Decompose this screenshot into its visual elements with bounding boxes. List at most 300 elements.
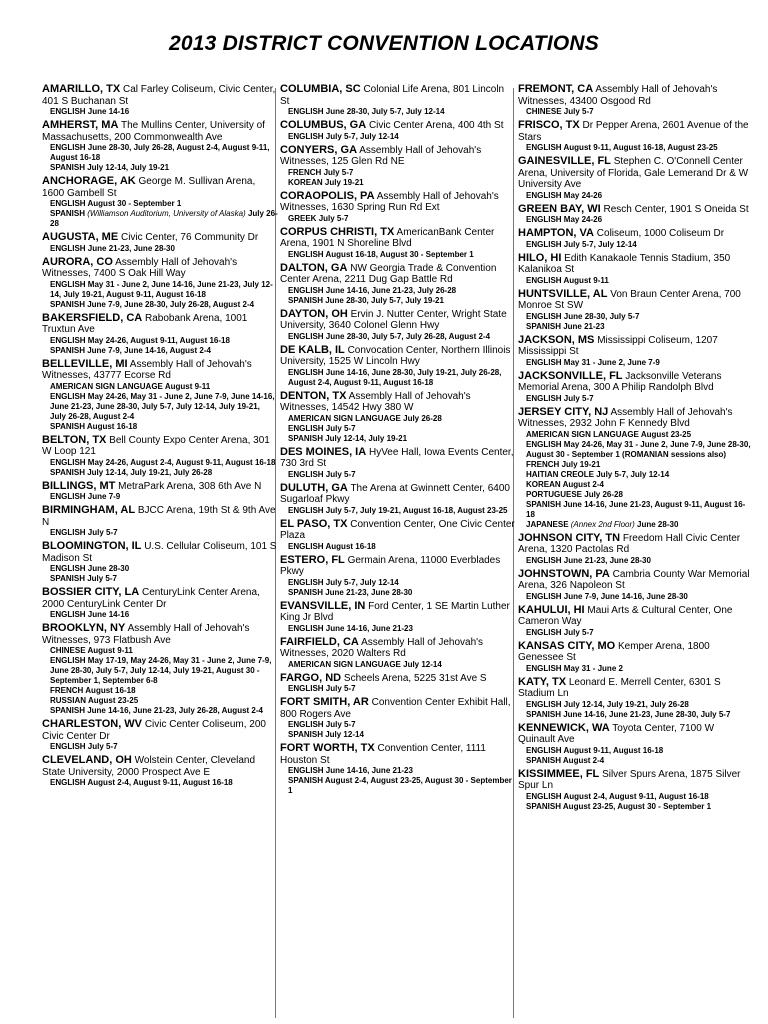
session-language: ENGLISH: [526, 393, 562, 403]
session-dates: August 16-18, August 30 - September 1: [325, 249, 474, 259]
entry-heading: [518, 335, 754, 358]
session-dates: June 28-30: [87, 564, 130, 573]
convention-entry: [280, 743, 516, 796]
venue-address: Scheels Arena, 5225 31st Ave S: [343, 672, 487, 684]
venue-address: Kemper Arena, 1800 Genessee St: [518, 640, 710, 663]
session-dates: June 7-9, June 14-16, August 2-4: [87, 345, 211, 355]
venue-address: Von Braun Center Arena, 700 Monroe St SW: [518, 288, 741, 311]
session-language: HAITIAN CREOLE: [526, 469, 594, 479]
session-language: AMERICAN SIGN LANGUAGE: [526, 429, 639, 439]
session-line: [42, 646, 278, 656]
session-language: PORTUGUESE: [526, 489, 583, 499]
session-dates: May 24-26: [563, 190, 603, 200]
session-dates: July 5-7: [325, 684, 356, 693]
city-name: JERSEY CITY, NJ: [518, 405, 609, 418]
session-line: [518, 700, 754, 710]
venue-address: Assembly Hall of Jehovah's Witnesses, 2932 John F Kennedy Blvd: [518, 406, 733, 429]
session-dates: June 7-9: [87, 492, 121, 501]
session-dates: July 26-28: [403, 413, 442, 423]
session-dates: June 21-23, June 28-30: [87, 243, 175, 253]
session-dates: May 24-26, August 9-11, August 16-18: [87, 335, 230, 345]
session-language: ENGLISH: [50, 391, 86, 401]
convention-entry: [280, 601, 516, 634]
entry-heading: [518, 156, 754, 191]
session-line: [280, 766, 516, 776]
venue-address: HyVee Hall, Iowa Events Center, 730 3rd St: [280, 446, 514, 469]
venue-address: Edith Kanakaole Tennis Stadium, 350 Kalanikoa St: [518, 252, 731, 275]
session-line: [280, 168, 516, 178]
venue-address: NW Georgia Trade & Convention Center Arena, 2211 Dug Gap Battle Rd: [280, 262, 497, 285]
convention-entry: [518, 204, 754, 226]
session-language: ENGLISH: [526, 699, 562, 709]
session-line: [518, 556, 754, 566]
session-language: ENGLISH: [526, 357, 562, 367]
entry-heading: [280, 697, 516, 720]
session-language: KOREAN: [288, 177, 323, 187]
session-dates: May 31 - June 2: [563, 663, 623, 673]
session-dates: June 28-30: [637, 519, 679, 529]
city-name: KAHULUI, HI: [518, 603, 585, 616]
session-language: ENGLISH: [288, 505, 324, 515]
city-name: DAYTON, OH: [280, 307, 348, 320]
session-language: SPANISH: [50, 345, 85, 355]
entry-heading: [280, 673, 516, 685]
session-line: [42, 610, 278, 620]
city-name: KENNEWICK, WA: [518, 721, 610, 734]
venue-address: Civic Center, 76 Community Dr: [120, 232, 259, 243]
convention-entry: [280, 483, 516, 516]
session-line: [518, 802, 754, 812]
session-line: [518, 440, 754, 460]
entry-heading: [42, 120, 278, 143]
session-line: [518, 490, 754, 500]
city-name: FRISCO, TX: [518, 119, 580, 131]
entry-heading: [518, 677, 754, 700]
convention-entry: [42, 587, 278, 620]
city-name: CORPUS CHRISTI, TX: [280, 225, 395, 238]
convention-entry: [42, 623, 278, 716]
session-line: [42, 143, 278, 163]
city-name: BELLEVILLE, MI: [42, 357, 128, 370]
session-language: ENGLISH: [50, 778, 86, 787]
convention-entry: [518, 253, 754, 286]
entry-heading: [518, 120, 754, 143]
entry-heading: [280, 263, 516, 286]
convention-entry: [42, 719, 278, 752]
session-line: [518, 107, 754, 117]
venue-address: Mississippi Coliseum, 1207 Mississippi St: [518, 334, 718, 357]
session-dates: July 5-7: [323, 167, 354, 177]
city-name: CONYERS, GA: [280, 143, 358, 156]
entry-heading: [518, 289, 754, 312]
session-line: [280, 578, 516, 588]
venue-address: The Mullins Center, University of Massachusetts, 200 Commonwealth Ave: [42, 120, 265, 143]
session-language: SPANISH: [50, 574, 85, 583]
entry-heading: [280, 743, 516, 766]
session-dates: June 14-16: [87, 107, 130, 116]
session-language: SPANISH: [288, 730, 323, 739]
entry-heading: [518, 533, 754, 556]
session-language: KOREAN: [526, 479, 561, 489]
session-language: SPANISH: [288, 776, 323, 785]
entry-heading: [518, 641, 754, 664]
entry-heading: [280, 309, 516, 332]
city-name: JOHNSTOWN, PA: [518, 567, 610, 580]
convention-entry: [280, 697, 516, 740]
session-language: ENGLISH: [288, 469, 324, 479]
session-dates: June 28-30, July 5-7, July 12-14: [325, 107, 445, 116]
session-line: [518, 520, 754, 530]
session-line: [280, 178, 516, 188]
session-line: [42, 209, 278, 229]
session-language: AMERICAN SIGN LANGUAGE: [288, 413, 401, 423]
convention-entry: [280, 309, 516, 342]
session-line: [42, 468, 278, 478]
entry-heading: [280, 519, 516, 542]
session-line: [280, 588, 516, 598]
entry-heading: [280, 601, 516, 624]
city-name: BELTON, TX: [42, 433, 107, 446]
entry-heading: [280, 145, 516, 168]
city-name: AURORA, CO: [42, 255, 113, 268]
session-line: [280, 506, 516, 516]
session-line: [42, 422, 278, 432]
city-name: BROOKLYN, NY: [42, 622, 126, 634]
venue-address: Assembly Hall of Jehovah's Witnesses, 43777 Ecorse Rd: [42, 358, 252, 381]
session-dates: July 12-14: [325, 730, 364, 739]
session-dates: August 2-4, August 9-11, August 16-18: [87, 778, 233, 787]
venue-address: Jacksonville Veterans Memorial Arena, 300 A Philip Randolph Blvd: [518, 370, 722, 393]
venue-address: Resch Center, 1901 S Oneida St: [603, 203, 749, 215]
convention-entry: [42, 755, 278, 788]
convention-entry: [518, 723, 754, 766]
session-dates: August 9-11: [87, 646, 133, 655]
venue-address: Coliseum, 1000 Coliseum Dr: [596, 228, 725, 239]
session-language: ENGLISH: [526, 239, 562, 249]
city-name: HUNTSVILLE, AL: [518, 287, 608, 300]
entry-heading: [518, 569, 754, 592]
venue-address: CenturyLink Center Arena, 2000 CenturyLink Center Dr: [42, 587, 260, 610]
venue-address: Colonial Life Arena, 801 Lincoln St: [280, 84, 505, 107]
city-name: DE KALB, IL: [280, 343, 345, 356]
session-line: [518, 312, 754, 322]
session-line: [42, 346, 278, 356]
session-language: SPANISH: [50, 163, 85, 172]
entry-heading: [280, 391, 516, 414]
session-language: ENGLISH: [526, 275, 562, 285]
session-line: [280, 250, 516, 260]
venue-address: Assembly Hall of Jehovah's Witnesses, 2020 Walters Rd: [280, 636, 484, 659]
session-language: SPANISH: [50, 467, 85, 477]
session-line: [280, 368, 516, 388]
convention-entry: [518, 120, 754, 153]
session-dates: May 24-26: [563, 215, 603, 224]
session-venue-note: (Williamson Auditorium, University of Alaska): [87, 209, 246, 218]
convention-entry: [42, 313, 278, 356]
session-dates: June 28-30, July 26-28, August 2-4, August 9-11, August 16-18: [50, 143, 270, 162]
session-dates: June 28-30, July 5-7, July 26-28, August 2-4: [325, 331, 491, 341]
city-name: BAKERSFIELD, CA: [42, 311, 143, 324]
entry-heading: [518, 253, 754, 276]
city-name: HILO, HI: [518, 251, 562, 264]
session-language: ENGLISH: [526, 190, 562, 200]
session-dates: August 30 - September 1: [87, 199, 182, 208]
entry-heading: [280, 447, 516, 470]
city-name: HAMPTON, VA: [518, 227, 594, 239]
session-line: [280, 542, 516, 552]
session-line: [518, 460, 754, 470]
convention-entry: [280, 345, 516, 388]
session-dates: June 14-16, June 28-30, July 19-21, July 26-28, August 2-4, August 9-11, August 16-18: [288, 367, 502, 387]
city-name: CHARLESTON, WV: [42, 718, 143, 730]
session-line: [280, 107, 516, 117]
session-dates: July 12-14, July 19-21, July 26-28: [87, 467, 213, 477]
convention-entry: [280, 519, 516, 552]
city-name: FREMONT, CA: [518, 84, 594, 95]
city-name: DALTON, GA: [280, 261, 348, 274]
venue-address: AmericanBank Center Arena, 1901 N Shoreline Blvd: [280, 226, 495, 249]
city-name: GAINESVILLE, FL: [518, 155, 611, 167]
session-line: [280, 730, 516, 740]
session-line: [280, 286, 516, 296]
session-dates: July 5-7: [87, 574, 117, 583]
venue-address: MetraPark Arena, 308 6th Ave N: [118, 480, 262, 492]
session-language: SPANISH: [526, 709, 561, 719]
entry-heading: [42, 587, 278, 610]
session-dates: July 5-7: [87, 528, 118, 537]
session-line: [42, 706, 278, 716]
session-language: ENGLISH: [288, 331, 324, 341]
session-dates: July 26-28: [584, 489, 623, 499]
venue-address: Maui Arts & Cultural Center, One Cameron Way: [518, 604, 733, 627]
session-dates: August 2-4, August 23-25, August 30 - September 1: [288, 776, 512, 795]
session-dates: July 5-7: [325, 469, 356, 479]
session-dates: August 9-11: [563, 275, 609, 285]
session-dates: June 14-16: [87, 610, 130, 619]
city-name: BOSSIER CITY, LA: [42, 586, 140, 598]
session-line: [280, 132, 516, 142]
entry-heading: [280, 345, 516, 368]
session-line: [280, 624, 516, 634]
entry-heading: [518, 605, 754, 628]
entry-heading: [42, 176, 278, 199]
session-dates: July 5-7, July 12-14: [325, 577, 399, 587]
venue-address: Assembly Hall of Jehovah's Witnesses, 1630 Spring Run Rd Ext: [280, 190, 499, 213]
session-line: [42, 686, 278, 696]
session-line: [518, 710, 754, 720]
city-name: FARGO, ND: [280, 671, 342, 684]
session-line: [42, 392, 278, 422]
city-name: BILLINGS, MT: [42, 479, 116, 492]
convention-entry: [280, 145, 516, 188]
city-name: KATY, TX: [518, 675, 567, 688]
session-line: [42, 300, 278, 310]
session-dates: May 31 - June 2, June 14-16, June 21-23, July 12-14, July 19-21, August 9-11, August 16-18: [50, 279, 273, 299]
city-name: COLUMBIA, SC: [280, 84, 361, 95]
convention-entry: [280, 120, 516, 142]
convention-entry: [280, 555, 516, 598]
convention-entry: [280, 391, 516, 444]
column-2: [280, 84, 516, 1014]
session-line: [518, 470, 754, 480]
convention-entry: [280, 84, 516, 117]
session-language: ENGLISH: [50, 742, 86, 751]
session-language: AMERICAN SIGN LANGUAGE: [50, 381, 163, 391]
session-language: SPANISH: [288, 295, 323, 305]
session-language: SPANISH: [526, 755, 561, 765]
convention-entry: [518, 677, 754, 720]
session-dates: June 14-16, June 21-23, July 26-28: [325, 285, 457, 295]
venue-address: Silver Spurs Arena, 1875 Silver Spur Ln: [518, 768, 741, 791]
convention-entry: [42, 257, 278, 310]
session-language: AMERICAN SIGN LANGUAGE: [288, 659, 401, 669]
session-line: [42, 107, 278, 117]
city-name: JOHNSON CITY, TN: [518, 531, 621, 544]
city-name: FORT WORTH, TX: [280, 742, 375, 754]
session-line: [42, 458, 278, 468]
city-name: COLUMBUS, GA: [280, 119, 367, 131]
session-language: ENGLISH: [288, 541, 324, 551]
session-dates: July 12-14: [403, 659, 442, 669]
convention-entry: [42, 359, 278, 432]
session-dates: May 31 - June 2, June 7-9: [563, 357, 660, 367]
session-line: [280, 470, 516, 480]
city-name: JACKSON, MS: [518, 333, 595, 346]
entry-heading: [42, 541, 278, 564]
session-line: [518, 664, 754, 674]
session-dates: August 2-4: [562, 755, 605, 765]
venue-address: Germain Arena, 11000 Everblades Pkwy: [280, 554, 501, 577]
venue-address: Civic Center Arena, 400 4th St: [368, 120, 504, 131]
session-language: SPANISH: [288, 433, 323, 443]
session-dates: July 19-21: [561, 459, 601, 469]
entry-heading: [42, 481, 278, 493]
session-language: ENGLISH: [50, 564, 86, 573]
session-language: FRENCH: [50, 686, 84, 695]
session-line: [280, 332, 516, 342]
session-language: ENGLISH: [288, 367, 324, 377]
city-name: DENTON, TX: [280, 389, 347, 402]
session-dates: June 14-16, June 21-23, July 26-28, August 2-4: [87, 706, 263, 715]
session-language: ENGLISH: [50, 279, 86, 289]
session-language: ENGLISH: [50, 143, 86, 152]
session-line: [518, 143, 754, 153]
venue-address: Assembly Hall of Jehovah's Witnesses, 43400 Osgood Rd: [518, 84, 718, 107]
session-dates: July 5-7, July 12-14: [325, 131, 399, 141]
session-line: [42, 742, 278, 752]
session-dates: August 16-18: [85, 686, 136, 695]
session-dates: July 12-14, July 19-21: [87, 163, 170, 172]
session-line: [42, 244, 278, 254]
session-line: [280, 434, 516, 444]
entry-heading: [42, 232, 278, 244]
venue-address: Assembly Hall of Jehovah's Witnesses, 7400 S Oak Hill Way: [42, 256, 238, 279]
session-dates: July 5-7, July 12-14: [563, 239, 637, 249]
venue-address: Ervin J. Nutter Center, Wright State University, 3640 Colonel Glenn Hwy: [280, 308, 507, 331]
entry-heading: [42, 257, 278, 280]
venue-address: Civic Center Coliseum, 200 Civic Center Dr: [42, 719, 266, 742]
convention-entry: [280, 637, 516, 670]
session-dates: May 17-19, May 24-26, May 31 - June 2, June 7-9, June 28-30, July 5-7, July 12-14, July 19-21, August 30 - September 1, September 6-8: [50, 656, 272, 685]
session-dates: May 24-26, August 2-4, August 9-11, August 16-18: [87, 457, 276, 467]
entry-heading: [42, 755, 278, 778]
venue-address: Convocation Center, Northern Illinois University, 1525 W Lincoln Hwy: [280, 344, 511, 367]
session-language: SPANISH: [526, 801, 561, 811]
session-dates: July 5-7: [563, 107, 594, 116]
session-line: [518, 746, 754, 756]
entry-heading: [42, 435, 278, 458]
convention-entry: [518, 605, 754, 638]
session-line: [42, 778, 278, 788]
session-language: ENGLISH: [288, 423, 324, 433]
city-name: DES MOINES, IA: [280, 445, 367, 458]
venue-address: Leonard E. Merrell Center, 6301 S Stadium Ln: [518, 676, 721, 699]
convention-entry: [518, 769, 754, 812]
city-name: FAIRFIELD, CA: [280, 635, 359, 648]
session-language: ENGLISH: [526, 745, 562, 755]
venue-address: Assembly Hall of Jehovah's Witnesses, 125 Glen Rd NE: [280, 144, 482, 167]
session-line: [280, 296, 516, 306]
convention-entry: [518, 335, 754, 368]
session-language: CHINESE: [50, 646, 86, 655]
session-dates: May 24-26, May 31 - June 2, June 7-9, June 28-30, August 30 - September 1 (ROMANIAN sessions also): [526, 439, 751, 459]
convention-entry: [42, 120, 278, 173]
session-language: ENGLISH: [526, 439, 562, 449]
session-language: FRENCH: [288, 167, 322, 177]
session-dates: August 23-25: [640, 429, 692, 439]
session-line: [42, 574, 278, 584]
session-line: [42, 163, 278, 173]
city-name: EL PASO, TX: [280, 517, 348, 530]
session-line: [42, 199, 278, 209]
session-language: ENGLISH: [526, 143, 562, 152]
session-line: [42, 656, 278, 686]
session-language: ENGLISH: [288, 107, 324, 116]
venue-address: Wolstein Center, Cleveland State University, 2000 Prospect Ave E: [42, 755, 256, 778]
session-line: [280, 684, 516, 694]
session-dates: August 9-11, August 16-18: [563, 745, 664, 755]
convention-entry: [518, 407, 754, 530]
session-line: [518, 592, 754, 602]
session-language: SPANISH: [50, 209, 85, 218]
session-language: SPANISH: [288, 587, 323, 597]
session-line: [280, 424, 516, 434]
page-title: 2013 DISTRICT CONVENTION LOCATIONS: [169, 32, 599, 55]
session-language: ENGLISH: [526, 591, 562, 601]
venue-address: Assembly Hall of Jehovah's Witnesses, 14542 Hwy 380 W: [280, 390, 471, 413]
venue-address: The Arena at Gwinnett Center, 6400 Sugarloaf Pkwy: [280, 482, 510, 505]
session-dates: August 9-11: [164, 381, 211, 391]
venue-address: Dr Pepper Arena, 2601 Avenue of the Stars: [518, 120, 749, 143]
session-line: [518, 480, 754, 490]
entry-heading: [280, 483, 516, 506]
session-dates: July 19-21: [324, 177, 364, 187]
session-line: [518, 240, 754, 250]
session-line: [518, 358, 754, 368]
convention-entry: [42, 232, 278, 254]
session-language: SPANISH: [50, 706, 85, 715]
session-line: [518, 276, 754, 286]
venue-address: Cal Farley Coliseum, Civic Center, 401 S Buchanan St: [42, 84, 276, 107]
convention-entry: [280, 673, 516, 695]
convention-entry: [518, 371, 754, 404]
session-language: RUSSIAN: [50, 696, 87, 705]
session-line: [42, 382, 278, 392]
session-language: ENGLISH: [50, 243, 86, 253]
city-name: FORT SMITH, AR: [280, 696, 369, 708]
session-line: [518, 394, 754, 404]
session-language: ENGLISH: [288, 720, 324, 729]
